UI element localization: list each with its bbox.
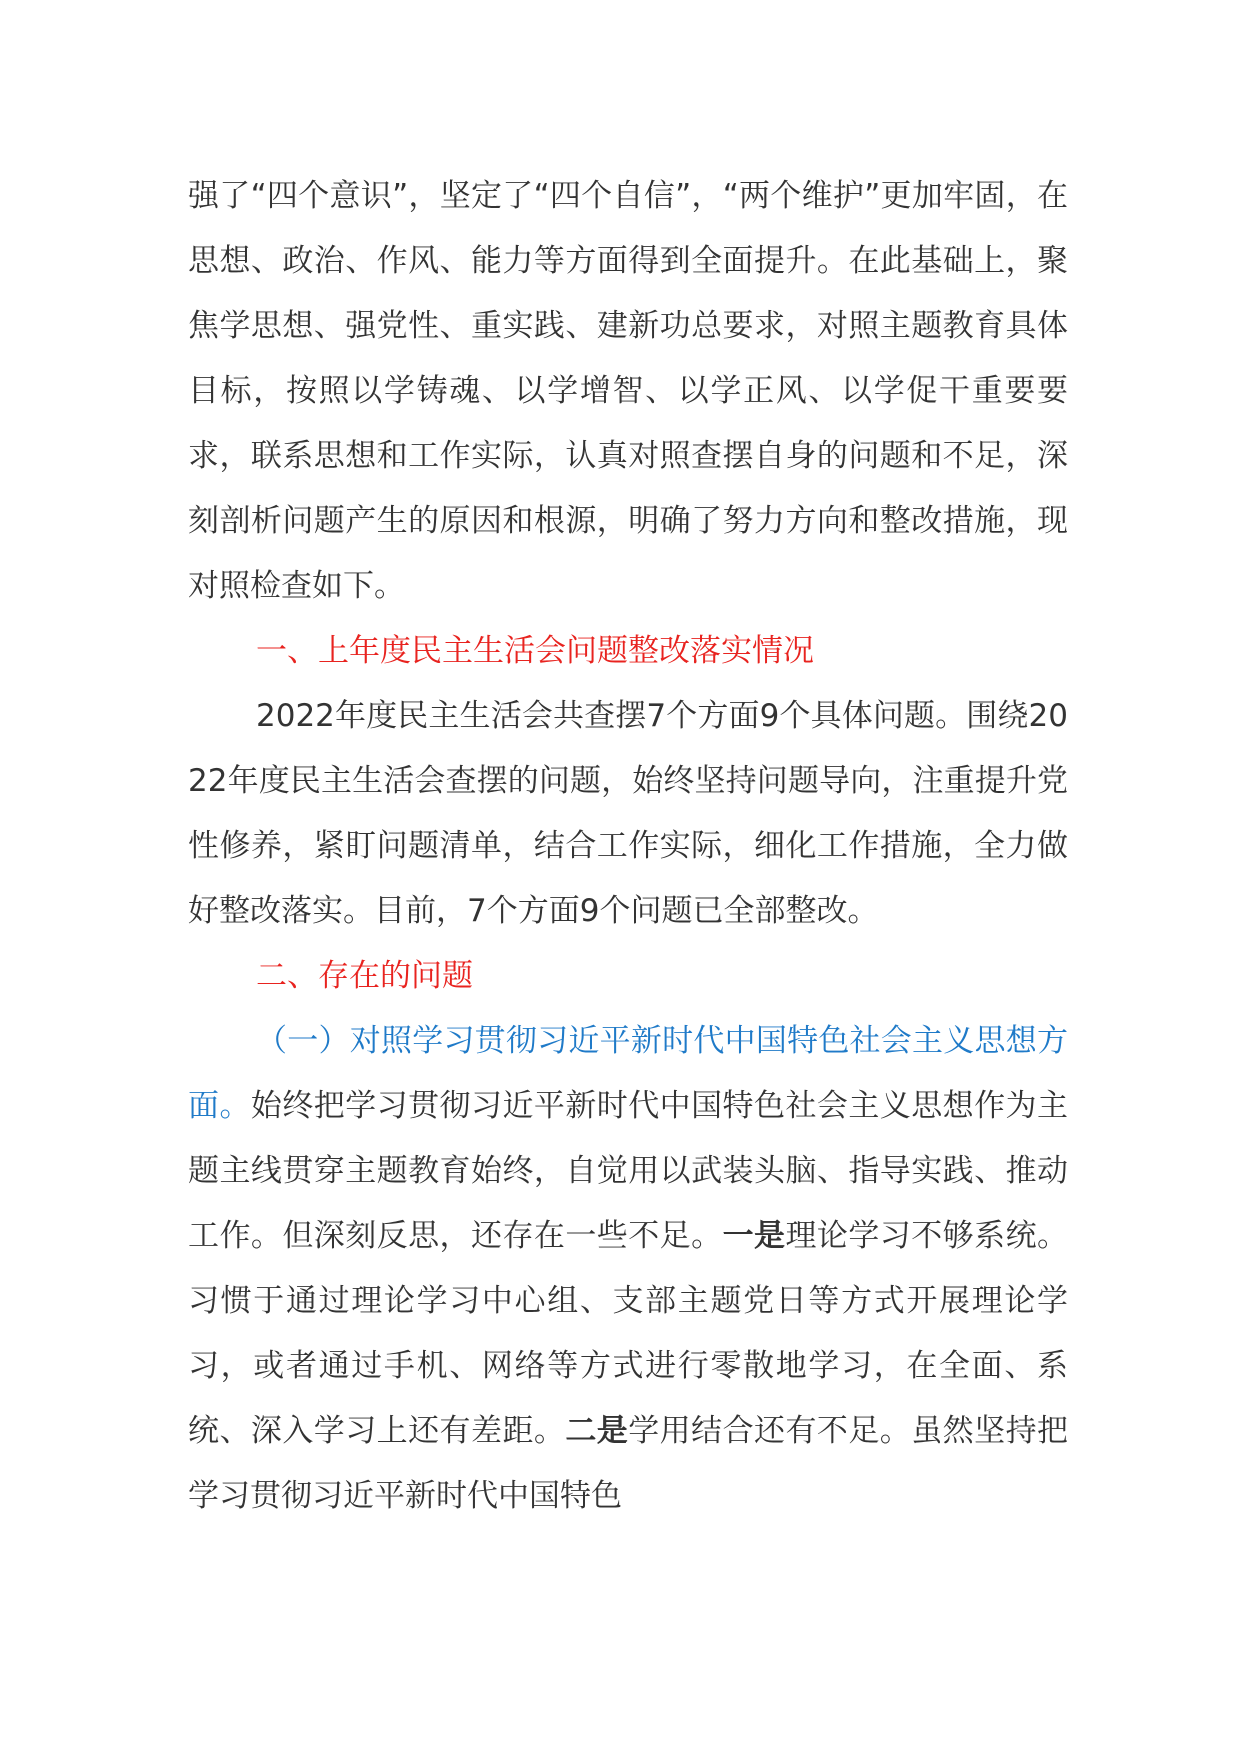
point-1-label: 一是: [722, 1218, 786, 1254]
subsection-1-text-c: 学用结合还有不足。虽然坚持把学习贯彻习近平新时代中国特色: [188, 1413, 1069, 1514]
subsection-1-text-b: 理论学习不够系统。习惯于通过理论学习中心组、支部主题党日等方式开展理论学习，或者通过手机、网络等方式进行零散地学习，在全面、系统、深入学习上还有差距。: [188, 1218, 1069, 1449]
section-1-heading: 一、上年度民主生活会问题整改落实情况: [256, 633, 814, 669]
intro-paragraph: 强了“四个意识”，坚定了“四个自信”，“两个维护”更加牢固，在思想、政治、作风、能力等方面得到全面提升。在此基础上，聚焦学思想、强党性、重实践、建新功总要求，对照主题教育具体目标，按照以学铸魂、以学增智、以学正风、以学促干重要要求，联系思想和工作实际，认真对照查摆自身的问题和不足，深刻剖析问题产生的原因和根源，明确了努力方向和整改措施，现对照检查如下。: [188, 178, 1068, 604]
point-2-label: 二是: [565, 1413, 629, 1449]
section-1-paragraph: 2022年度民主生活会共查摆7个方面9个具体问题。围绕2022年度民主生活会查摆的问题，始终坚持问题导向，注重提升党性修养，紧盯问题清单，结合工作实际，细化工作措施，全力做好整改落实。目前，7个方面9个问题已全部整改。: [188, 698, 1068, 929]
section-2-heading: 二、存在的问题: [256, 958, 473, 994]
document-body: [188, 164, 1068, 1529]
subsection-1-paragraph: [188, 1009, 1068, 1529]
subsection-1-text-a: 始终把学习贯彻习近平新时代中国特色社会主义思想作为主题主线贯穿主题教育始终，自觉用以武装头脑、指导实践、推动工作。但深刻反思，还存在一些不足。: [188, 1088, 1068, 1254]
subsection-1-heading: （一）对照学习贯彻习近平新时代中国特色社会主义思想方面。: [188, 1023, 1068, 1124]
